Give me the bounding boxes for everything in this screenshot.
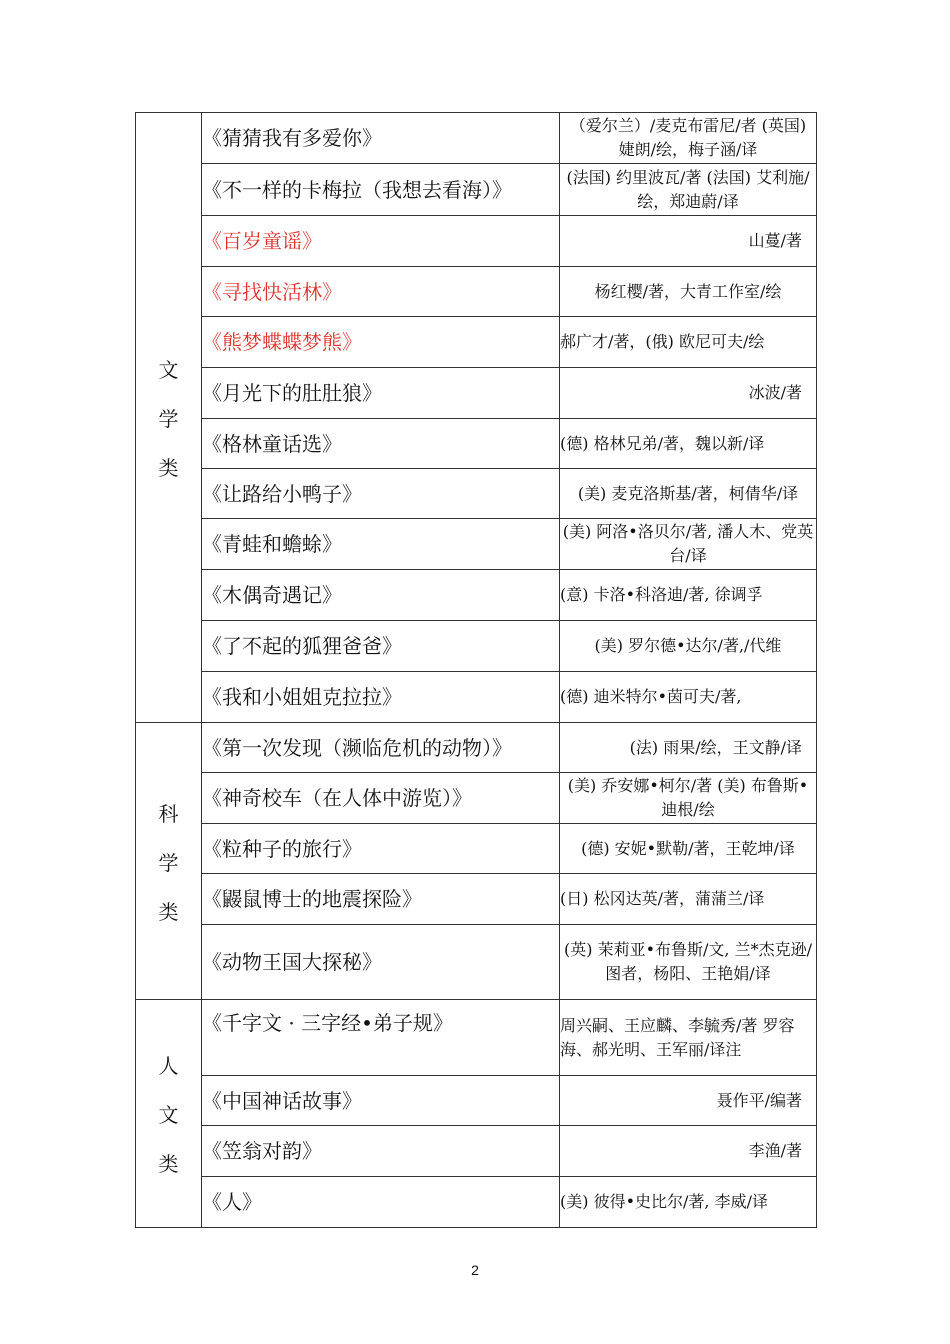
book-author: (法国) 约里波瓦/著 (法国) 艾利施/绘，郑迪蔚/译 xyxy=(560,164,817,216)
category-char: 类 xyxy=(158,899,179,924)
category-char: 科 xyxy=(158,801,179,826)
table-row xyxy=(136,773,817,824)
reading-list-table xyxy=(135,112,817,1228)
table-row xyxy=(136,925,817,1000)
table-row xyxy=(136,164,817,216)
book-title: 《木偶奇遇记》 xyxy=(202,570,560,621)
book-title: 《粒种子的旅行》 xyxy=(202,824,560,874)
book-author: (美) 麦克洛斯基/著，柯倩华/译 xyxy=(560,469,817,519)
book-title: 《格林童话选》 xyxy=(202,419,560,469)
book-author: 山蔓/著 xyxy=(560,216,817,267)
book-title: 《笠翁对韵》 xyxy=(202,1126,560,1177)
book-author: 冰波/著 xyxy=(560,368,817,419)
book-title: 《让路给小鸭子》 xyxy=(202,469,560,519)
page-number: 2 xyxy=(471,1262,479,1278)
book-title: 《月光下的肚肚狼》 xyxy=(202,368,560,419)
table-row xyxy=(136,368,817,419)
category-char: 类 xyxy=(158,1152,179,1176)
category-char: 学 xyxy=(158,850,179,875)
book-author: 周兴嗣、王应麟、李毓秀/著 罗容海、郝光明、王军丽/译注 xyxy=(560,1000,817,1076)
category-char: 文 xyxy=(158,1103,179,1127)
book-title: 《中国神话故事》 xyxy=(202,1076,560,1126)
table-row xyxy=(136,469,817,519)
table-row xyxy=(136,824,817,874)
book-author: 郝广才/著，(俄) 欧尼可夫/绘 xyxy=(560,317,817,368)
book-title: 《百岁童谣》 xyxy=(202,216,560,267)
book-author: (意) 卡洛•科洛迪/著, 徐调孚 xyxy=(560,570,817,621)
book-title: 《人》 xyxy=(202,1177,560,1228)
book-title: 《猜猜我有多爱你》 xyxy=(202,113,560,164)
category-literature xyxy=(136,113,202,723)
book-title: 《熊梦蝶蝶梦熊》 xyxy=(202,317,560,368)
book-title: 《寻找快活林》 xyxy=(202,267,560,317)
book-author: 聂作平/编著 xyxy=(560,1076,817,1126)
table-row xyxy=(136,317,817,368)
table-row xyxy=(136,570,817,621)
book-author: (美) 罗尔德•达尔/著,/代维 xyxy=(560,621,817,672)
table-row xyxy=(136,874,817,925)
table-row xyxy=(136,723,817,773)
book-title: 《不一样的卡梅拉（我想去看海）》 xyxy=(202,164,560,216)
category-char: 类 xyxy=(158,456,179,480)
book-title: 《青蛙和蟾蜍》 xyxy=(202,519,560,570)
book-author: (日) 松冈达英/著，蒲蒲兰/译 xyxy=(560,874,817,925)
table-row xyxy=(136,216,817,267)
table-row xyxy=(136,1126,817,1177)
table-row xyxy=(136,672,817,723)
book-author: (美) 乔安娜•柯尔/著 (美) 布鲁斯•迪根/绘 xyxy=(560,773,817,824)
table-row xyxy=(136,267,817,317)
book-author: 杨红樱/著，大青工作室/绘 xyxy=(560,267,817,317)
category-science xyxy=(136,723,202,1000)
book-author: 李渔/著 xyxy=(560,1126,817,1177)
book-author: (英) 茉莉亚•布鲁斯/文, 兰*杰克逊/图者，杨阳、王艳娟/译 xyxy=(560,925,817,1000)
book-author: (德) 格林兄弟/著，魏以新/译 xyxy=(560,419,817,469)
book-title: 《鼹鼠博士的地震探险》 xyxy=(202,874,560,925)
book-author: (德) 迪米特尔•茵可夫/著, xyxy=(560,672,817,723)
table-row xyxy=(136,519,817,570)
category-char: 人 xyxy=(158,1054,179,1078)
table-row xyxy=(136,1076,817,1126)
book-title: 《千字文 · 三字经•弟子规》 xyxy=(202,1000,560,1076)
book-author: (法) 雨果/绘，王文静/译 xyxy=(560,723,817,773)
book-title: 《了不起的狐狸爸爸》 xyxy=(202,621,560,672)
category-char: 文 xyxy=(158,358,179,382)
book-title: 《神奇校车（在人体中游览）》 xyxy=(202,773,560,824)
book-title: 《我和小姐姐克拉拉》 xyxy=(202,672,560,723)
book-author: (美) 彼得•史比尔/著, 李威/译 xyxy=(560,1177,817,1228)
table-row xyxy=(136,621,817,672)
table-row xyxy=(136,1177,817,1228)
category-char: 学 xyxy=(158,407,179,431)
book-author: (美) 阿洛•洛贝尔/著, 潘人木、党英台/译 xyxy=(560,519,817,570)
category-humanities xyxy=(136,1000,202,1228)
table-row xyxy=(136,1000,817,1076)
book-title: 《第一次发现（濒临危机的动物）》 xyxy=(202,723,560,773)
table-row xyxy=(136,419,817,469)
book-author: (德) 安妮•默勒/著，王乾坤/译 xyxy=(560,824,817,874)
table-row xyxy=(136,113,817,164)
book-title: 《动物王国大探秘》 xyxy=(202,925,560,1000)
book-author: （爱尔兰）/麦克布雷尼/者 (英国) 婕朗/绘，梅子涵/译 xyxy=(560,113,817,164)
